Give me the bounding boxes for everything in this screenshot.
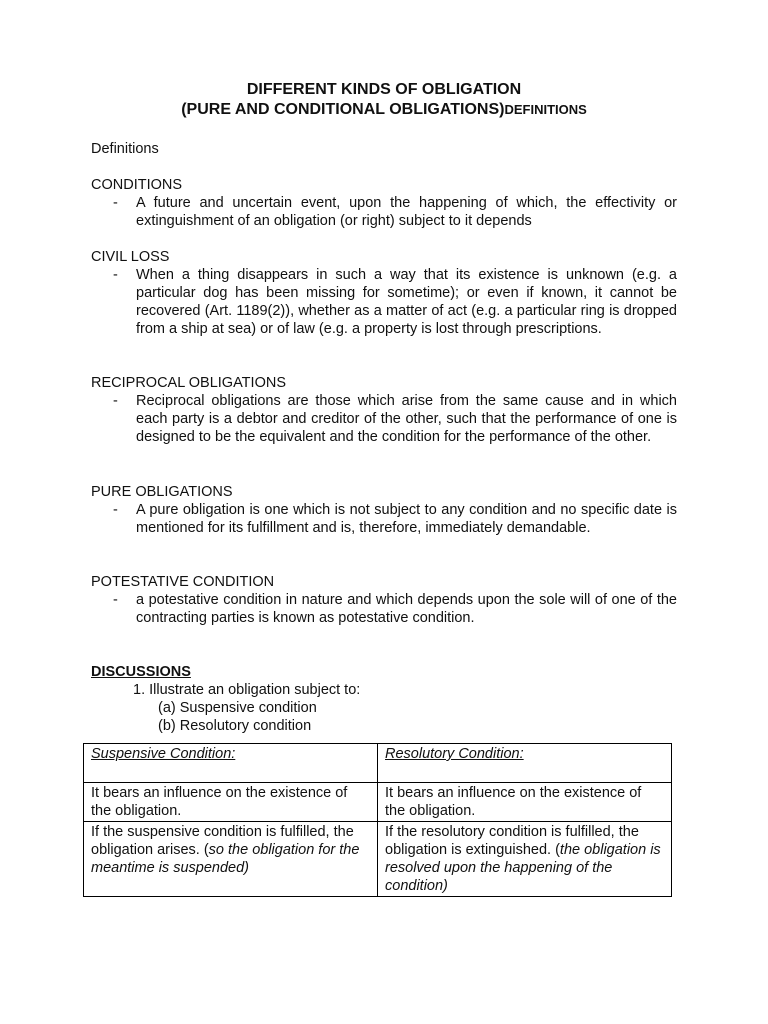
definition-term: POTESTATIVE CONDITION: [91, 574, 275, 590]
table-row: [84, 783, 672, 822]
definition-conditions: [91, 176, 677, 230]
bullet-dash: -: [113, 393, 118, 409]
discussions-heading: DISCUSSIONS: [91, 664, 191, 680]
definition-item: [91, 392, 677, 446]
table-header-resolutory: Resolutory Condition:: [378, 744, 672, 783]
table-cell: [378, 822, 672, 897]
definition-text: A future and uncertain event, upon the happening of which, the effectivity or extinguishment of an obligation (or right) subject to it depends: [136, 195, 677, 229]
table-row: [84, 822, 672, 897]
bullet-dash: -: [113, 502, 118, 518]
bullet-dash: -: [113, 195, 118, 211]
definition-item: [91, 591, 677, 627]
definition-term: PURE OBLIGATIONS: [91, 484, 233, 500]
table-cell: It bears an influence on the existence of the obligation.: [84, 783, 378, 822]
table-header-row: [84, 744, 672, 783]
table-cell: It bears an influence on the existence of the obligation.: [378, 783, 672, 822]
definitions-label: Definitions: [91, 141, 159, 157]
discussion-option-a: (a) Suspensive condition: [158, 700, 317, 716]
title-line-1: DIFFERENT KINDS OF OBLIGATION: [246, 81, 522, 98]
definition-potestative-condition: [91, 573, 677, 627]
title-line-2: (PURE AND CONDITIONAL OBLIGATIONS): [181, 101, 505, 118]
title-line-2-small: DEFINITIONS: [504, 102, 587, 117]
comparison-table: [83, 743, 672, 897]
definition-text: Reciprocal obligations are those which arise from the same cause and in which each party is a debtor and creditor of the other, such that the performance of one is designed to be the equivalent and the condition for the performance of the other.: [136, 393, 677, 445]
document-title: [0, 80, 768, 100]
cell-italic-text: so the obligation for the meantime is suspended): [91, 842, 360, 876]
cell-text: If the resolutory condition is fulfilled, the obligation is extinguished. (: [385, 824, 639, 858]
table-cell: [84, 822, 378, 897]
definition-pure-obligations: [91, 483, 677, 537]
document-subtitle: [0, 100, 768, 120]
definition-item: [91, 501, 677, 537]
definition-text: a potestative condition in nature and which depends upon the sole will of one of the contracting parties is known as potestative condition.: [136, 592, 677, 626]
definition-item: [91, 266, 677, 338]
definition-term: CIVIL LOSS: [91, 249, 170, 265]
definition-term: RECIPROCAL OBLIGATIONS: [91, 375, 286, 391]
cell-text: If the suspensive condition is fulfilled, the obligation arises. (: [91, 824, 354, 858]
definition-term: CONDITIONS: [91, 177, 183, 193]
definition-text: When a thing disappears in such a way that its existence is unknown (e.g. a particular dog has been missing for sometime); or even if known, it cannot be recovered (Art. 1189(2)), whether as a matter of act (e.g. a particular ring is dropped from a ship at sea) or of law (e.g. a property is lost through prescriptions.: [136, 267, 677, 337]
bullet-dash: -: [113, 267, 118, 283]
definition-reciprocal-obligations: [91, 374, 677, 446]
cell-italic-text: the obligation is resolved upon the happening of the condition): [385, 842, 661, 894]
table-header-suspensive: Suspensive Condition:: [84, 744, 378, 783]
bullet-dash: -: [113, 592, 118, 608]
definition-text: A pure obligation is one which is not subject to any condition and no specific date is mentioned for its fulfillment and is, therefore, immediately demandable.: [136, 502, 677, 536]
definition-civil-loss: [91, 248, 677, 338]
discussion-option-b: (b) Resolutory condition: [158, 718, 312, 734]
definition-item: [91, 194, 677, 230]
discussion-question: 1. Illustrate an obligation subject to:: [133, 682, 361, 698]
